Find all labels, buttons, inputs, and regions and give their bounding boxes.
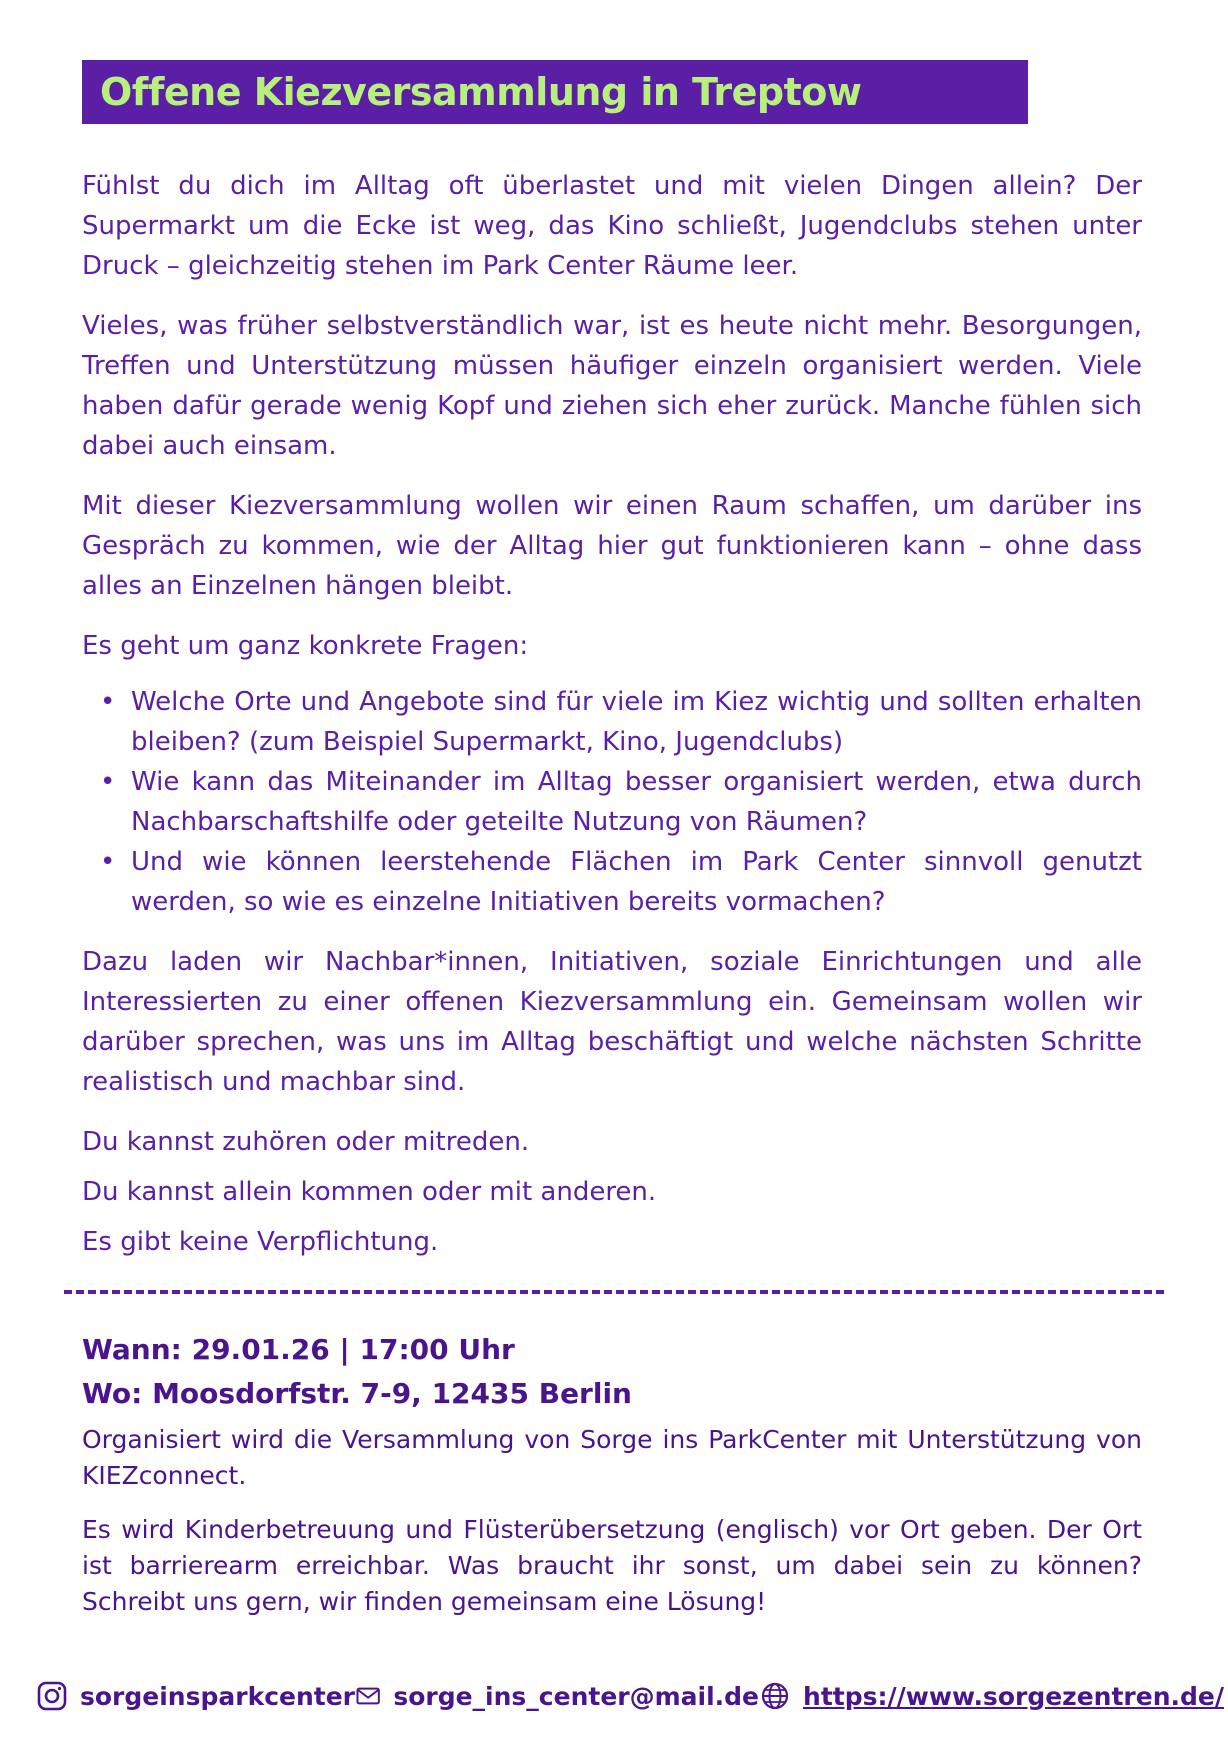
paragraph-listen: Du kannst zuhören oder mitreden. [82,1127,530,1157]
website-link[interactable]: https://www.sorgezentren.de/ [803,1681,1224,1711]
question-list [82,682,1142,922]
contact-footer [36,1676,1224,1716]
list-item: • Wie kann das Miteinander im Alltag besser organisiert werden, etwa durch Nachbarschaftshilfe oder geteilte Nutzung von Räumen? [82,762,1142,842]
dashed-divider [64,1290,1164,1294]
body-text [82,166,1142,1272]
event-location: Wo: Moosdorfstr. 7-9, 12435 Berlin [82,1377,632,1410]
paragraph-no-obligation: Es gibt keine Verpflichtung. [82,1227,439,1257]
list-item: • Welche Orte und Angebote sind für viele im Kiez wichtig und sollten erhalten bleiben? (zum Beispiel Supermarkt, Kino, Jugendclubs) [82,682,1142,762]
event-date: Wann: 29.01.26 | 17:00 Uhr [82,1333,515,1366]
instagram-icon [36,1680,68,1712]
email-contact[interactable] [355,1680,759,1712]
event-info [82,1328,1142,1638]
organizer-text: Organisiert wird die Versammlung von Sorge ins ParkCenter mit Unterstützung von KIEZconnect. [82,1425,1142,1490]
mail-icon [355,1680,381,1712]
instagram-handle[interactable]: sorgeinsparkcenter [80,1681,356,1711]
paragraph-context: Vieles, was früher selbstverständlich war, ist es heute nicht mehr. Besorgungen, Treffen und Unterstützung müssen häufiger einzeln organisiert werden. Viele haben dafür gerade wenig Kopf und ziehen sich eher zurück. Manche fühlen sich dabei auch einsam. [82,311,1142,461]
website-contact[interactable] [759,1680,1224,1712]
support-text: Es wird Kinderbetreuung und Flüsterübersetzung (englisch) vor Ort geben. Der Ort ist barrierearm erreichbar. Was braucht ihr sonst, um dabei sein zu können? Schreibt uns gern, wir finden gemeinsam eine Lösung! [82,1515,1142,1616]
paragraph-questions-intro: Es geht um ganz konkrete Fragen: [82,631,529,661]
bullet-icon: • [100,767,116,797]
paragraph-purpose: Mit dieser Kiezversammlung wollen wir einen Raum schaffen, um darüber ins Gespräch zu kommen, wie der Alltag hier gut funktionieren kann – ohne dass alles an Einzelnen hängen bleibt. [82,491,1142,601]
bullet-icon: • [100,687,116,717]
email-address[interactable]: sorge_ins_center@mail.de [393,1681,760,1711]
page-title: Offene Kiezversammlung in Treptow [100,70,862,114]
paragraph-company: Du kannst allein kommen oder mit anderen. [82,1177,657,1207]
paragraph-intro: Fühlst du dich im Alltag oft überlastet und mit vielen Dingen allein? Der Supermarkt um die Ecke ist weg, das Kino schließt, Jugendclubs stehen unter Druck – gleichzeitig stehen im Park Center Räume leer. [82,171,1142,281]
paragraph-invitation: Dazu laden wir Nachbar*innen, Initiativen, soziale Einrichtungen und alle Interessierten zu einer offenen Kiezversammlung ein. Gemeinsam wollen wir darüber sprechen, was uns im Alltag beschäftigt und welche nächsten Schritte realistisch und machbar sind. [82,947,1142,1097]
instagram-contact[interactable] [36,1680,355,1712]
list-item: • Und wie können leerstehende Flächen im Park Center sinnvoll genutzt werden, so wie es einzelne Initiativen bereits vormachen? [82,842,1142,922]
title-banner [82,60,1028,124]
globe-icon [759,1680,791,1712]
bullet-icon: • [100,847,116,877]
